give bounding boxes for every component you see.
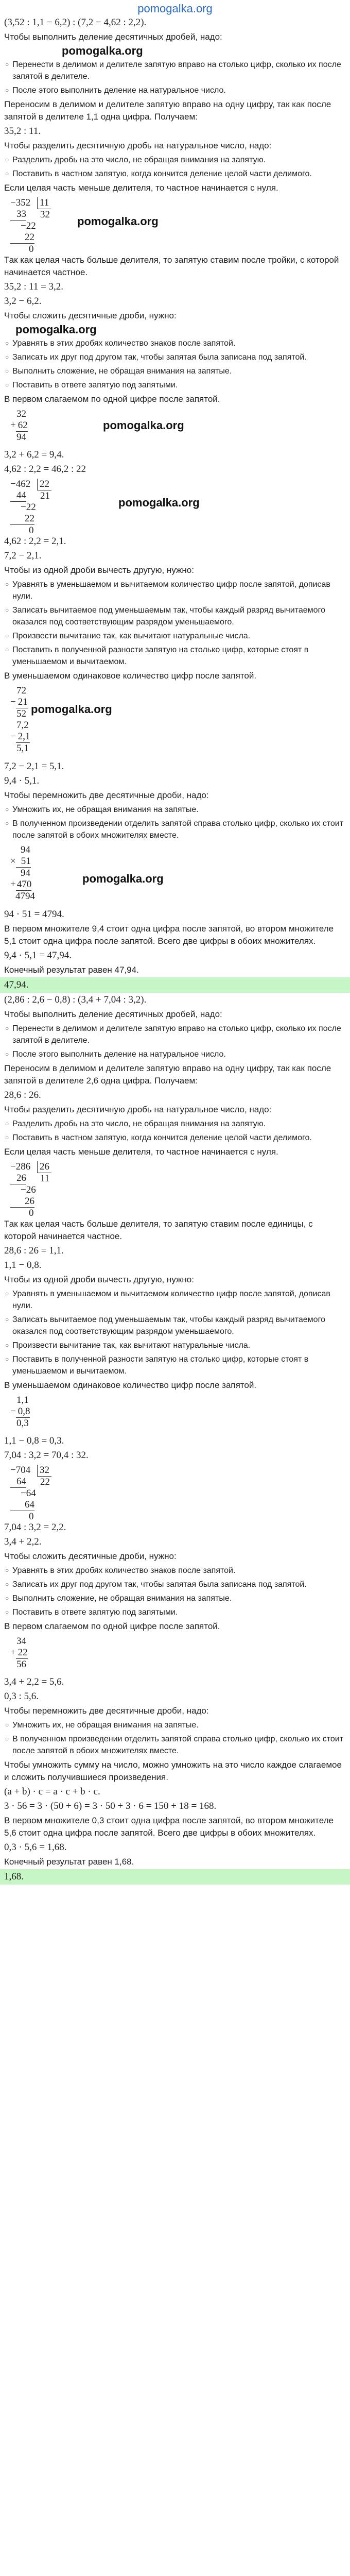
step: 0 bbox=[29, 525, 34, 536]
bullet-icon: ○ bbox=[5, 581, 9, 588]
long-division: −352 33 −22 22 0 11 32 pomogalka.org bbox=[10, 197, 159, 255]
equation: 0,3 : 5,6. bbox=[4, 1691, 39, 1702]
rule-item: ○ Поставить в полученной разности запятую на столько цифр, которые стоят в уменьшаемом и вычитаемом. bbox=[0, 643, 350, 669]
bullet-icon: ○ bbox=[5, 806, 9, 813]
long-division: −462 44 −22 22 0 22 21 pomogalka.org bbox=[10, 479, 200, 536]
note-text: В первом слагаемом по одной цифре после запятой. bbox=[4, 1621, 220, 1631]
rule-item: ○ Выполнить сложение, не обращая внимания на запятые. bbox=[0, 1591, 350, 1605]
bullet-icon: ○ bbox=[5, 353, 9, 361]
equation: 35,2 : 11 = 3,2. bbox=[4, 281, 64, 292]
equation: 35,2 : 11. bbox=[4, 126, 41, 137]
note-text: В уменьшаемом одинаковое количество цифр после запятой. bbox=[4, 1380, 257, 1390]
difference: 52 bbox=[16, 708, 26, 719]
final-answer: 1,68. bbox=[0, 1869, 350, 1885]
partial-product: 94 bbox=[21, 868, 30, 878]
product: 4794 bbox=[15, 891, 35, 902]
column-addition: 34 + 22 56 bbox=[10, 1636, 28, 1670]
minuend: 72 bbox=[16, 685, 26, 696]
rule-item: ○ Поставить в ответе запятую под запятыми. bbox=[0, 378, 350, 392]
minuend: 7,2 bbox=[16, 720, 29, 731]
subtrahend: 0,8 bbox=[16, 1406, 30, 1418]
quotient: 22 bbox=[40, 1477, 50, 1487]
divisor: 22 bbox=[37, 479, 51, 490]
addend: 22 bbox=[16, 1647, 28, 1659]
step: 22 bbox=[26, 502, 36, 513]
step: 22 bbox=[10, 513, 34, 525]
partial-product: 470 bbox=[16, 879, 32, 890]
long-division: −704 64 −64 64 0 32 22 bbox=[0, 1463, 350, 1520]
bullet-icon: ○ bbox=[5, 606, 9, 614]
rule-item: ○ Уравнять в уменьшаемом и вычитаемом количество цифр после запятой, дописав нули. bbox=[0, 1287, 350, 1313]
bullet-icon: ○ bbox=[5, 1608, 9, 1616]
bullet-icon: ○ bbox=[5, 87, 9, 94]
equation: 3,2 + 6,2 = 9,4. bbox=[4, 449, 64, 460]
watermark: pomogalka.org bbox=[103, 419, 184, 432]
watermark: pomogalka.org bbox=[82, 872, 164, 885]
minuend: 1,1 bbox=[16, 1395, 29, 1405]
bullet-icon: ○ bbox=[5, 820, 9, 827]
rule-item: ○ Записать вычитаемое под уменьшаемым так, чтобы каждый разряд вычитаемого оказался под соответствующим разрядом уменьшаемого. bbox=[0, 603, 350, 629]
dividend: 286 bbox=[15, 1161, 31, 1172]
intro-text: Чтобы разделить десятичную дробь на натуральное число, надо: bbox=[4, 141, 272, 150]
equation: 3 · 56 = 3 · (50 + 6) = 3 · 50 + 3 · 6 = 150 + 18 = 168. bbox=[4, 1801, 217, 1811]
sum: 94 bbox=[16, 432, 26, 443]
rule-item: ○ Уравнять в этих дробях количество знаков после запятой. bbox=[0, 1564, 350, 1578]
rule-item: ○ Произвести вычитание так, как вычитают натуральные числа. bbox=[0, 1338, 350, 1352]
bullet-icon: ○ bbox=[5, 1342, 9, 1349]
intro-text: Чтобы сложить десятичные дроби, нужно: bbox=[4, 311, 177, 320]
addend: 62 bbox=[16, 420, 28, 432]
note-text: В первом слагаемом по одной цифре после запятой. bbox=[4, 394, 220, 404]
intro-text: Чтобы из одной дроби вычесть другую, нужно: bbox=[4, 565, 194, 575]
equation: 3,4 + 2,2. bbox=[4, 1536, 42, 1547]
rule-item: ○ Поставить в частном запятую, когда кончится деление целой части делимого. bbox=[0, 167, 350, 181]
equation: 28,6 : 26 = 1,1. bbox=[4, 1245, 64, 1256]
note-text: В первом множителе 9,4 стоит одна цифра после запятой, во втором множителе 5,1 стоит одна цифра после запятой. Всего две цифры в обоих множителях. bbox=[4, 924, 334, 946]
note-text: В уменьшаемом одинаковое количество цифр после запятой. bbox=[4, 671, 257, 681]
bullet-icon: ○ bbox=[5, 381, 9, 388]
addend: 34 bbox=[16, 1636, 26, 1647]
bullet-icon: ○ bbox=[5, 170, 9, 177]
divisor: 26 bbox=[37, 1161, 51, 1173]
equation: 3,2 − 6,2. bbox=[4, 296, 42, 307]
bullet-icon: ○ bbox=[5, 1050, 9, 1058]
bullet-icon: ○ bbox=[5, 1595, 9, 1602]
quotient: 21 bbox=[40, 490, 50, 501]
note-text: Так как целая часть больше делителя, то запятую ставим после тройки, с которой начинается частное. bbox=[4, 255, 339, 277]
result-label: Конечный результат равен 47,94. bbox=[4, 965, 139, 975]
column-addition: 32 + 62 94 pomogalka.org bbox=[10, 409, 184, 443]
long-division: −286 26 −26 26 0 26 11 bbox=[0, 1159, 350, 1217]
rule-item: ○ Произвести вычитание так, как вычитают натуральные числа. bbox=[0, 629, 350, 643]
factor: 51 bbox=[16, 856, 31, 868]
equation: 7,2 − 2,1 = 5,1. bbox=[4, 761, 64, 772]
rule-item: ○ Перенести в делимом и делителе запятую вправо на столько цифр, сколько их после запятой в делителе. bbox=[0, 58, 350, 83]
intro-text: Чтобы выполнить деление десятичных дробей, надо: bbox=[4, 1009, 222, 1019]
addend: 32 bbox=[16, 409, 26, 419]
bullet-icon: ○ bbox=[5, 1134, 9, 1141]
expression-1: (3,52 : 1,1 − 6,2) : (7,2 − 4,62 : 2,2). bbox=[4, 17, 147, 28]
step: 64 bbox=[10, 1499, 34, 1511]
rule-item: ○ Поставить в полученной разности запятую на столько цифр, которые стоят в уменьшаемом и вычитаемом. bbox=[0, 1352, 350, 1378]
dividend: 352 bbox=[15, 197, 31, 208]
intro-text: Чтобы перемножить две десятичные дроби, надо: bbox=[4, 1706, 209, 1716]
note-text: В первом множителе 0,3 стоит одна цифра после запятой, во втором множителе 5,6 стоит одна цифра после запятой. Всего две цифры в обоих множителях. bbox=[4, 1816, 334, 1838]
bullet-icon: ○ bbox=[5, 1567, 9, 1574]
bullet-icon: ○ bbox=[5, 61, 9, 68]
bullet-icon: ○ bbox=[5, 632, 9, 639]
bullet-icon: ○ bbox=[5, 1581, 9, 1588]
equation: 1,1 − 0,8 = 0,3. bbox=[4, 1435, 64, 1446]
equation: 94 · 51 = 4794. bbox=[4, 909, 64, 920]
step: 26 bbox=[10, 1173, 26, 1184]
subtrahend: 21 bbox=[16, 697, 28, 708]
step: 22 bbox=[10, 232, 34, 244]
rule-item: ○ Записать их друг под другом так, чтобы запятая была записана под запятой. bbox=[0, 350, 350, 364]
note-text: Если целая часть меньше делителя, то частное начинается с нуля. bbox=[4, 183, 278, 193]
result-label: Конечный результат равен 1,68. bbox=[4, 1857, 134, 1867]
sum: 56 bbox=[16, 1659, 26, 1670]
step: 26 bbox=[26, 1184, 36, 1195]
rule-item: ○ Записать их друг под другом так, чтобы запятая была записана под запятой. bbox=[0, 1578, 350, 1591]
rule-item: ○ Умножить их, не обращая внимания на запятые. bbox=[0, 803, 350, 817]
bullet-icon: ○ bbox=[5, 1735, 9, 1742]
rule-item: ○ Уравнять в уменьшаемом и вычитаемом количество цифр после запятой, дописав нули. bbox=[0, 578, 350, 603]
column-multiplication: 94 × 51 94 + 470 4794 pomogalka.org bbox=[10, 844, 164, 902]
difference: 0,3 bbox=[16, 1418, 29, 1429]
dividend: 462 bbox=[15, 479, 31, 489]
rule-item: ○ Разделить дробь на это число, не обращая внимания на запятую. bbox=[0, 1117, 350, 1131]
watermark: pomogalka.org bbox=[77, 215, 159, 228]
step: 0 bbox=[29, 1208, 34, 1218]
rule-item: ○ В полученном произведении отделить запятой справа столько цифр, сколько их стоит после запятой в обоих множителях вместе. bbox=[0, 817, 350, 842]
equation: 28,6 : 26. bbox=[4, 1090, 41, 1100]
note-text: Переносим в делимом и делителе запятую вправо на одну цифру, так как после запятой в делителе 2,6 одна цифра. Получаем: bbox=[4, 1063, 331, 1086]
column-subtraction: 72 − 21 52 7,2 − 2,1 5,1 pomogalka.org bbox=[10, 685, 112, 754]
equation: 7,04 : 3,2 = 70,4 : 32. bbox=[4, 1450, 89, 1461]
rule-item: ○ Записать вычитаемое под уменьшаемым так, чтобы каждый разряд вычитаемого оказался под соответствующим разрядом уменьшаемого. bbox=[0, 1313, 350, 1338]
rule-item: ○ После этого выполнить деление на натуральное число. bbox=[0, 1047, 350, 1061]
rule-item: ○ Уравнять в этих дробях количество знаков после запятой. bbox=[0, 336, 350, 350]
rule-item: ○ Разделить дробь на это число, не обращая внимания на запятую. bbox=[0, 153, 350, 167]
bullet-icon: ○ bbox=[5, 1025, 9, 1032]
rule-item: ○ Перенести в делимом и делителе запятую вправо на столько цифр, сколько их после запятой в делителе. bbox=[0, 1022, 350, 1047]
step: 22 bbox=[26, 221, 36, 231]
equation: 7,04 : 3,2 = 2,2. bbox=[4, 1522, 66, 1533]
intro-text: Чтобы сложить десятичные дроби, нужно: bbox=[4, 1551, 177, 1561]
equation: 9,4 · 5,1. bbox=[4, 775, 40, 786]
bullet-icon: ○ bbox=[5, 1120, 9, 1127]
bullet-icon: ○ bbox=[5, 340, 9, 347]
step: 26 bbox=[10, 1196, 34, 1208]
column-subtraction: 1,1 − 0,8 0,3 bbox=[10, 1395, 30, 1429]
watermark: pomogalka.org bbox=[118, 496, 200, 509]
equation: 4,62 : 2,2 = 46,2 : 22 bbox=[4, 464, 86, 474]
equation: 0,3 · 5,6 = 1,68. bbox=[4, 1842, 67, 1853]
bullet-icon: ○ bbox=[5, 1355, 9, 1363]
final-answer: 47,94. bbox=[0, 977, 350, 993]
bullet-icon: ○ bbox=[5, 367, 9, 375]
step: 64 bbox=[26, 1488, 36, 1499]
watermark: pomogalka.org bbox=[31, 703, 112, 716]
bullet-icon: ○ bbox=[5, 1721, 9, 1728]
step: 0 bbox=[29, 244, 34, 255]
intro-text: Чтобы из одной дроби вычесть другую, нужно: bbox=[4, 1275, 194, 1284]
note-text: Так как целая часть больше делителя, то запятую ставим после единицы, с которой начинается частное. bbox=[4, 1219, 313, 1241]
divisor: 32 bbox=[37, 1465, 51, 1477]
rule-item: ○ Выполнить сложение, не обращая внимания на запятые. bbox=[0, 364, 350, 378]
rule-item: ○ Поставить в ответе запятую под запятыми. bbox=[0, 1605, 350, 1619]
step: 33 bbox=[10, 209, 26, 221]
bullet-icon: ○ bbox=[5, 1316, 9, 1323]
step: 64 bbox=[10, 1476, 26, 1488]
formula: (a + b) · c = a · c + b · c. bbox=[4, 1786, 100, 1797]
step: 44 bbox=[10, 490, 26, 502]
watermark: pomogalka.org bbox=[62, 44, 143, 57]
step: 0 bbox=[29, 1511, 34, 1522]
note-text: Если целая часть меньше делителя, то частное начинается с нуля. bbox=[4, 1147, 278, 1157]
dividend: 704 bbox=[15, 1465, 31, 1476]
bullet-icon: ○ bbox=[5, 156, 9, 163]
quotient: 11 bbox=[40, 1173, 50, 1184]
quotient: 32 bbox=[40, 209, 50, 220]
bullet-icon: ○ bbox=[5, 1290, 9, 1297]
equation: 7,2 − 2,1. bbox=[4, 550, 42, 561]
divisor: 11 bbox=[37, 197, 51, 209]
watermark: pomogalka.org bbox=[15, 323, 97, 336]
rule-item: ○ После этого выполнить деление на натуральное число. bbox=[0, 83, 350, 97]
site-header[interactable]: pomogalka.org bbox=[137, 2, 213, 15]
note-text: Переносим в делимом и делителе запятую вправо на одну цифру, так как после запятой в делителе 1,1 одна цифра. Получаем: bbox=[4, 99, 331, 122]
intro-text: Чтобы перемножить две десятичные дроби, надо: bbox=[4, 790, 209, 800]
difference: 5,1 bbox=[16, 743, 29, 754]
expression-2: (2,86 : 2,6 − 0,8) : (3,4 + 7,04 : 3,2). bbox=[4, 994, 147, 1005]
bullet-icon: ○ bbox=[5, 646, 9, 653]
rule-item: ○ Поставить в частном запятую, когда кончится деление целой части делимого. bbox=[0, 1131, 350, 1145]
intro-text: Чтобы разделить десятичную дробь на натуральное число, надо: bbox=[4, 1105, 272, 1114]
equation: 4,62 : 2,2 = 2,1. bbox=[4, 536, 66, 547]
factor: 94 bbox=[21, 844, 30, 855]
subtrahend: 2,1 bbox=[16, 731, 30, 743]
equation: 1,1 − 0,8. bbox=[4, 1260, 42, 1270]
note-text: Чтобы умножить сумму на число, можно умножить на это число каждое слагаемое и сложить получившиеся произведения. bbox=[4, 1760, 342, 1782]
rule-item: ○ Умножить их, не обращая внимания на запятые. bbox=[0, 1718, 350, 1732]
rule-item: ○ В полученном произведении отделить запятой справа столько цифр, сколько их стоит после запятой в обоих множителях вместе. bbox=[0, 1732, 350, 1758]
intro-text: Чтобы выполнить деление десятичных дробей, надо: bbox=[4, 32, 222, 42]
equation: 3,4 + 2,2 = 5,6. bbox=[4, 1676, 64, 1687]
equation: 9,4 · 5,1 = 47,94. bbox=[4, 950, 72, 961]
